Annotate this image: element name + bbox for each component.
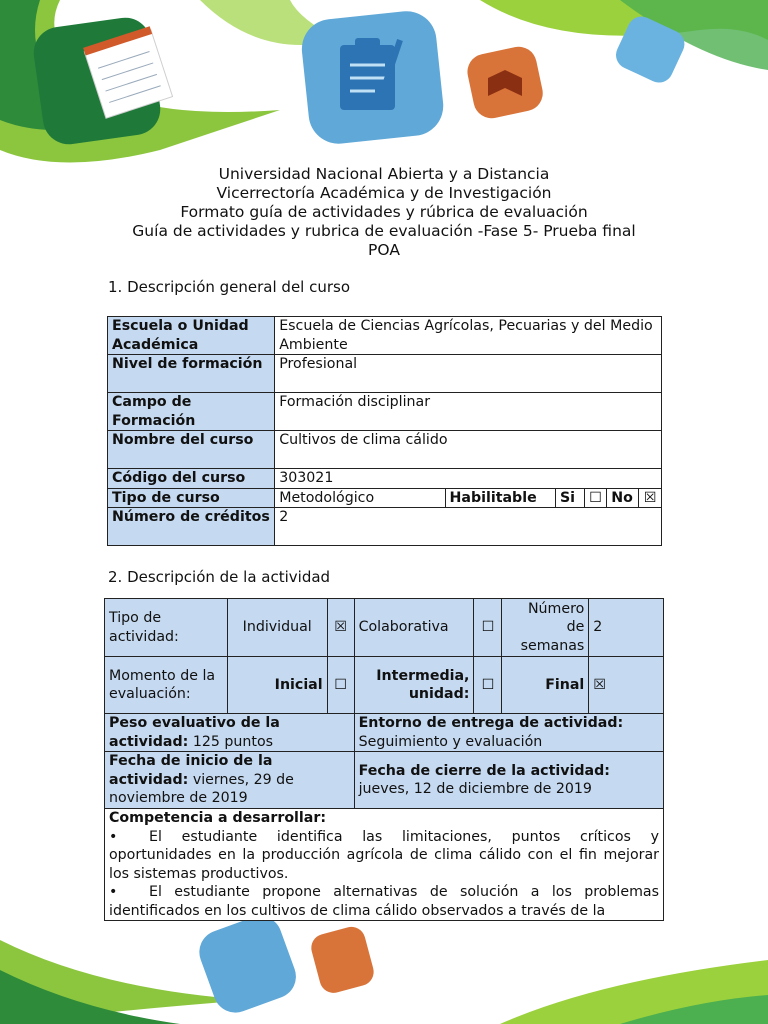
peso-value: 125 puntos: [192, 733, 274, 750]
cierre-value: jueves, 12 de diciembre de 2019: [358, 781, 592, 797]
nombre-label: Nombre del curso: [108, 431, 275, 469]
campo-value: Formación disciplinar: [275, 393, 662, 431]
competencia-text-2: El estudiante propone alternativas de solución a los problemas identificados en los cultivos de clima cálido observados a través de la: [109, 884, 659, 919]
inicio-label: Fecha de inicio de la actividad:: [109, 753, 273, 788]
momento-label: Momento de la evaluación:: [105, 657, 228, 714]
competencia-cell: [105, 809, 664, 921]
entorno-label: Entorno de entrega de actividad:: [358, 715, 624, 731]
tipo-curso-label: Tipo de curso: [108, 488, 275, 508]
colaborativa-checkbox: ☐: [474, 599, 502, 657]
entorno-cell: [354, 714, 663, 752]
cierre-cell: [354, 752, 663, 809]
cierre-label: Fecha de cierre de la actividad:: [358, 762, 610, 779]
bullet-2: •: [109, 884, 118, 900]
section-2-title: 2. Descripción de la actividad: [108, 568, 331, 586]
course-info-table: [107, 316, 662, 546]
intermedia-checkbox: ☐: [474, 657, 502, 714]
colaborativa-label: Colaborativa: [354, 599, 474, 657]
creditos-value: 2: [275, 508, 662, 546]
header-line-4: Guía de actividades y rubrica de evaluación -Fase 5- Prueba final: [132, 222, 636, 240]
entorno-value: Seguimiento y evaluación: [358, 733, 543, 750]
nombre-value: Cultivos de clima cálido: [275, 431, 662, 469]
final-checkbox: ☒: [589, 657, 664, 714]
peso-label: Peso evaluativo de la actividad:: [109, 715, 280, 750]
inicial-label: Inicial: [227, 657, 327, 714]
si-checkbox: ☐: [584, 488, 606, 508]
semanas-label: Número de semanas: [502, 599, 589, 657]
competencia-item-2: [109, 883, 659, 920]
section-1-title: 1. Descripción general del curso: [108, 278, 351, 296]
orange-tile-bottom: [308, 924, 377, 996]
header-line-2: Vicerrectoría Académica y de Investigación: [216, 184, 552, 202]
final-label: Final: [502, 657, 589, 714]
clipboard-icon: [340, 38, 400, 110]
document-header: [0, 165, 768, 260]
competencia-label: Competencia a desarrollar:: [109, 810, 327, 826]
individual-label: Individual: [227, 599, 327, 657]
individual-checkbox: ☒: [327, 599, 354, 657]
si-label: Si: [555, 488, 584, 508]
inicial-checkbox: ☐: [327, 657, 354, 714]
codigo-value: 303021: [275, 469, 662, 489]
semanas-value: 2: [589, 599, 664, 657]
tipo-curso-value: Metodológico: [275, 488, 445, 508]
habilitable-label: Habilitable: [445, 488, 555, 508]
competencia-item-1: [109, 828, 659, 884]
inicio-value: viernes, 29 de noviembre de 2019: [109, 771, 294, 806]
activity-table: [104, 598, 664, 921]
header-decoration: [0, 0, 768, 170]
codigo-label: Código del curso: [108, 469, 275, 489]
header-line-3: Formato guía de actividades y rúbrica de evaluación: [180, 203, 588, 221]
header-line-1: Universidad Nacional Abierta y a Distancia: [218, 165, 550, 183]
escuela-value: Escuela de Ciencias Agrícolas, Pecuarias y del Medio Ambiente: [275, 317, 662, 355]
peso-cell: [105, 714, 355, 752]
no-checkbox: ☒: [639, 488, 662, 508]
creditos-label: Número de créditos: [108, 508, 275, 546]
inicio-cell: [105, 752, 355, 809]
no-label: No: [607, 488, 639, 508]
campo-label: Campo de Formación: [108, 393, 275, 431]
header-line-5: POA: [368, 241, 400, 259]
nivel-label: Nivel de formación: [108, 355, 275, 393]
escuela-label: Escuela o Unidad Académica: [108, 317, 275, 355]
competencia-text-1: El estudiante identifica las limitaciones, puntos críticos y oportunidades en la producción agrícola de clima cálido con el fin mejorar los sistemas productivos.: [109, 828, 659, 882]
nivel-value: Profesional: [275, 355, 662, 393]
intermedia-label: Intermedia, unidad:: [354, 657, 474, 714]
tipo-actividad-label: Tipo de actividad:: [105, 599, 228, 657]
bullet-1: •: [109, 828, 118, 845]
